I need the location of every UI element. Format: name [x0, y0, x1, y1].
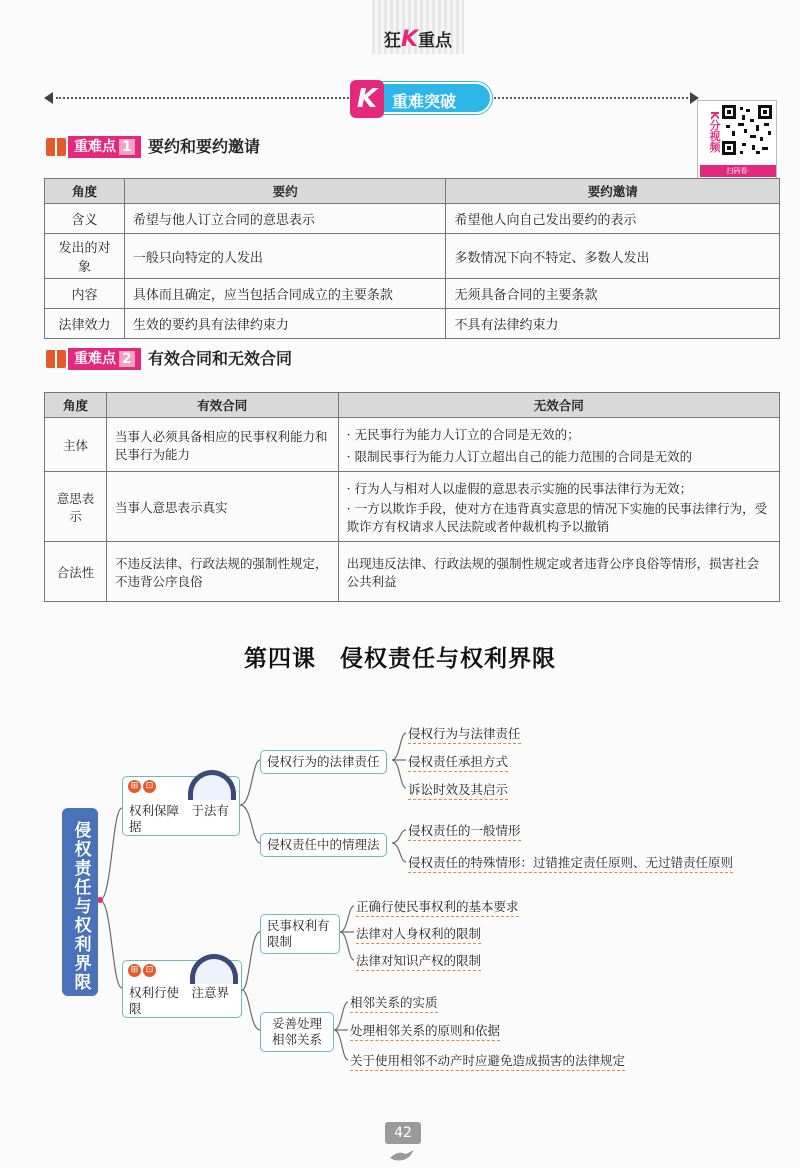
header-title: 狂K重点	[383, 27, 453, 52]
table-header: 要约邀请	[446, 179, 780, 204]
table-header: 有效合同	[106, 393, 338, 418]
k-logo: K	[350, 80, 384, 118]
leaf: 相邻关系的实质	[350, 993, 438, 1013]
table-cell: 当事人意思表示真实	[106, 472, 338, 542]
leaf: 处理相邻关系的原则和依据	[350, 1021, 500, 1041]
branch-rights-limits: 权利行使 注意界限	[122, 960, 242, 1018]
table-cell: 多数情况下向不特定、多数人发出	[446, 234, 780, 279]
table-cell: 内容	[45, 279, 125, 309]
sub-neighbor-relations: 妥善处理相邻关系	[260, 1012, 334, 1052]
table-cell: 希望他人向自己发出要约的表示	[446, 204, 780, 234]
table-cell: 不违反法律、行政法规的强制性规定，不违背公序良俗	[106, 542, 338, 602]
table-cell: 发出的对象	[45, 234, 125, 279]
leaf: 侵权责任承担方式	[408, 752, 508, 772]
table-cell: 不具有法律约束力	[446, 309, 780, 339]
table-cell: 含义	[45, 204, 125, 234]
grid-icon: ⊞	[128, 964, 141, 977]
section-title: 要约和要约邀请	[148, 137, 261, 156]
page-number: 42	[385, 1122, 421, 1144]
bullet-line: · 行为人与相对人以虚假的意思表示实施的民事法律行为无效；	[346, 480, 693, 496]
table-cell: 当事人必须具备相应的民事权利能力和民事行为能力	[106, 418, 338, 472]
section-title: 有效合同和无效合同	[148, 349, 293, 368]
square-icon: ⊡	[143, 964, 156, 977]
banner-text: 重难突破	[392, 92, 457, 111]
table-cell: 法律效力	[45, 309, 125, 339]
table-cell: 生效的要约具有法律约束力	[124, 309, 446, 339]
bullet-line: · 无民事行为能力人订立的合同是无效的；	[346, 426, 580, 442]
section-tag: 重难点 1	[68, 136, 141, 158]
table-cell: 合法性	[45, 542, 107, 602]
qr-caption: 扫码看·	[700, 165, 776, 177]
sub-civil-rights-limit: 民事权利有限制	[260, 914, 340, 954]
table-header: 要约	[124, 179, 446, 204]
table-cell: 具体而且确定，应当包括合同成立的主要条款	[124, 279, 446, 309]
table-header: 无效合同	[338, 393, 779, 418]
sub-infringement-liability: 侵权行为的法律责任	[260, 750, 387, 774]
leaf: 正确行使民事权利的基本要求	[356, 897, 519, 917]
bird-icon	[388, 1146, 418, 1164]
table-cell: 出现违反法律、行政法规的强制性规定或者违背公序良俗等情形，损害社会公共利益	[338, 542, 779, 602]
qr-side-label: K分视频	[708, 111, 721, 153]
lesson-title: 第四课 侵权责任与权利界限	[244, 645, 556, 672]
table-header: 角度	[45, 393, 107, 418]
sub-reason-law: 侵权责任中的情理法	[260, 833, 387, 857]
leaf: 侵权责任的一般情形	[408, 821, 521, 841]
leaf: 诉讼时效及其启示	[408, 780, 508, 800]
branch-rights-protection: 权利保障 于法有据	[122, 776, 240, 836]
table-header: 角度	[45, 179, 125, 204]
bullet-line: · 一方以欺诈手段，使对方在违背真实意思的情况下实施的民事法律行为，受欺诈方有权请求人民法院或者仲裁机构予以撤销	[346, 500, 768, 534]
leaf: 侵权责任的特殊情形：过错推定责任原则、无过错责任原则	[408, 853, 733, 873]
table-cell: 无须具备合同的主要条款	[446, 279, 780, 309]
leaf: 法律对知识产权的限制	[356, 951, 481, 971]
branch-icons	[128, 780, 158, 793]
grid-icon: ⊞	[128, 780, 141, 793]
table-cell: 希望与他人订立合同的意思表示	[124, 204, 446, 234]
section-tag: 重难点 2	[68, 348, 141, 370]
branch-icons	[128, 964, 158, 977]
mindmap-root: 侵权责任与权利界限	[62, 808, 98, 996]
leaf: 侵权行为与法律责任	[408, 724, 521, 744]
leaf: 法律对人身权利的限制	[356, 924, 481, 944]
table-cell: 一般只向特定的人发出	[124, 234, 446, 279]
square-icon: ⊡	[143, 780, 156, 793]
table-cell: 主体	[45, 418, 107, 472]
bullet-line: · 限制民事行为能力人订立超出自己的能力范围的合同是无效的	[346, 448, 693, 464]
leaf: 关于使用相邻不动产时应避免造成损害的法律规定	[350, 1051, 625, 1071]
table-cell: 意思表示	[45, 472, 107, 542]
